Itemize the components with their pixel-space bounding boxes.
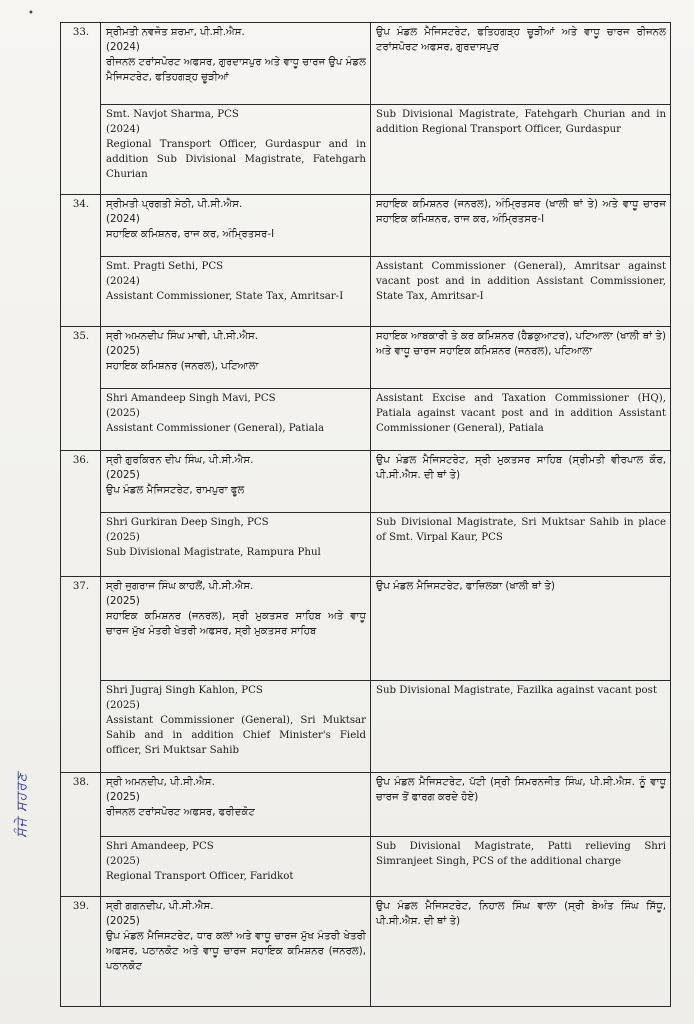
new-posting-punjabi: ਉਪ ਮੰਡਲ ਮੈਜਿਸਟਰੇਟ, ਨਿਹਾਲ ਸਿੰਘ ਵਾਲਾ (ਸ੍ਰੀ ਬੇਅੰਤ ਸਿੰਘ ਸਿੱਧੂ, ਪੀ.ਸੀ.ਐਸ. ਦੀ ਥਾਂ ਤੇ)	[371, 897, 671, 1007]
new-posting-english: Assistant Excise and Taxation Commissioner (HQ), Patiala against vacant post and in addition Assistant Commissioner (General), Patiala	[371, 389, 671, 451]
table-row	[61, 577, 671, 681]
table-row	[61, 327, 671, 389]
table-row	[61, 257, 671, 327]
table-row	[61, 513, 671, 577]
new-posting-english: Assistant Commissioner (General), Amritsar against vacant post and in addition Assistant Commissioner, State Tax, Amritsar-I	[371, 257, 671, 327]
batch-year: (2024)	[106, 214, 140, 225]
serial-number: 36.	[61, 451, 101, 577]
table-row	[61, 897, 671, 1007]
current-post: ਉਪ ਮੰਡਲ ਮੈਜਿਸਟਰੇਟ, ਧਾਰ ਕਲਾਂ ਅਤੇ ਵਾਧੂ ਚਾਰਜ ਮੁੱਖ ਮੰਤਰੀ ਖੇਤਰੀ ਅਫਸਰ, ਪਠਾਨਕੋਟ ਅਤੇ ਵਾਧੂ ਚਾਰਜ ਸਹਾਇਕ ਕਮਿਸ਼ਨਰ (ਜਨਰਲ), ਪਠਾਨਕੋਟ	[106, 931, 366, 972]
current-post: Assistant Commissioner (General), Patiala	[106, 423, 325, 434]
posting-orders-table	[60, 22, 671, 1007]
officer-name: ਸ੍ਰੀ ਗੁਰਕਿਰਨ ਦੀਪ ਸਿੰਘ, ਪੀ.ਸੀ.ਐਸ.	[106, 455, 254, 466]
officer-name: Smt. Navjot Sharma, PCS	[106, 109, 239, 120]
new-posting-english: Sub Divisional Magistrate, Fatehgarh Churian and in addition Regional Transport Officer, Gurdaspur	[371, 105, 671, 195]
serial-number: 38.	[61, 773, 101, 897]
batch-year: (2025)	[106, 916, 140, 927]
current-post: Sub Divisional Magistrate, Rampura Phul	[106, 547, 321, 558]
table-row	[61, 681, 671, 773]
table-row	[61, 389, 671, 451]
batch-year: (2024)	[106, 124, 140, 135]
table-row	[61, 773, 671, 837]
corner-mark: •	[28, 8, 34, 19]
officer-current-punjabi	[101, 23, 371, 105]
batch-year: (2025)	[106, 470, 140, 481]
batch-year: (2025)	[106, 596, 140, 607]
officer-current-english	[101, 837, 371, 897]
new-posting-punjabi: ਸਹਾਇਕ ਆਬਕਾਰੀ ਤੇ ਕਰ ਕਮਿਸ਼ਨਰ (ਹੈਡਕੁਆਟਰ), ਪਟਿਆਲਾ (ਖਾਲੀ ਥਾਂ ਤੇ) ਅਤੇ ਵਾਧੂ ਚਾਰਜ ਸਹਾਇਕ ਕਮਿਸ਼ਨਰ (ਜਨਰਲ), ਪਟਿਆਲਾ	[371, 327, 671, 389]
officer-current-english	[101, 257, 371, 327]
current-post: ਸਹਾਇਕ ਕਮਿਸ਼ਨਰ, ਰਾਜ ਕਰ, ਅੰਮ੍ਰਿਤਸਰ-I	[106, 229, 275, 240]
officer-current-punjabi	[101, 577, 371, 681]
batch-year: (2025)	[106, 792, 140, 803]
officer-name: ਸ੍ਰੀ ਗਗਨਦੀਪ, ਪੀ.ਸੀ.ਐਸ.	[106, 901, 214, 912]
batch-year: (2025)	[106, 408, 140, 419]
officer-name: ਸ੍ਰੀ ਜੁਗਰਾਜ ਸਿੰਘ ਕਾਹਲੋਂ, ਪੀ.ਸੀ.ਐਸ.	[106, 581, 254, 592]
new-posting-punjabi: ਉਪ ਮੰਡਲ ਮੈਜਿਸਟਰੇਟ, ਫਤਿਹਗੜ੍ਹ ਚੂੜੀਆਂ ਅਤੇ ਵਾਧੂ ਚਾਰਜ ਰੀਜਨਲ ਟਰਾਂਸਪੋਰਟ ਅਫਸਰ, ਗੁਰਦਾਸਪੁਰ	[371, 23, 671, 105]
serial-number: 39.	[61, 897, 101, 1007]
new-posting-punjabi: ਸਹਾਇਕ ਕਮਿਸ਼ਨਰ (ਜਨਰਲ), ਅੰਮ੍ਰਿਤਸਰ (ਖਾਲੀ ਥਾਂ ਤੇ) ਅਤੇ ਵਾਧੂ ਚਾਰਜ ਸਹਾਇਕ ਕਮਿਸ਼ਨਰ, ਰਾਜ ਕਰ, ਅੰਮ੍ਰਿਤਸਰ-I	[371, 195, 671, 257]
officer-name: Shri Jugraj Singh Kahlon, PCS	[106, 685, 263, 696]
current-post: ਸਹਾਇਕ ਕਮਿਸ਼ਨਰ (ਜਨਰਲ), ਸ੍ਰੀ ਮੁਕਤਸਰ ਸਾਹਿਬ ਅਤੇ ਵਾਧੂ ਚਾਰਜ ਮੁੱਖ ਮੰਤਰੀ ਖੇਤਰੀ ਅਫਸਰ, ਸ੍ਰੀ ਮੁਕਤਸਰ ਸਾਹਿਬ	[106, 611, 366, 637]
officer-current-punjabi	[101, 327, 371, 389]
current-post: ਸਹਾਇਕ ਕਮਿਸ਼ਨਰ (ਜਨਰਲ), ਪਟਿਆਲਾ	[106, 361, 259, 372]
officer-name: Shri Gurkiran Deep Singh, PCS	[106, 517, 269, 528]
margin-signature-text: ਸੰਜੇ ਸਹਰਣ	[14, 772, 31, 838]
table-row	[61, 195, 671, 257]
table-row	[61, 23, 671, 105]
batch-year: (2024)	[106, 276, 140, 287]
officer-current-english	[101, 105, 371, 195]
serial-number: 35.	[61, 327, 101, 451]
new-posting-english: Sub Divisional Magistrate, Fazilka against vacant post	[371, 681, 671, 773]
current-post: Regional Transport Officer, Gurdaspur and in addition Sub Divisional Magistrate, Fatehgarh Churian	[106, 139, 366, 180]
officer-current-punjabi	[101, 195, 371, 257]
officer-name: ਸ੍ਰੀ ਅਮਨਦੀਪ, ਪੀ.ਸੀ.ਐਸ.	[106, 777, 215, 788]
officer-current-punjabi	[101, 451, 371, 513]
officer-current-english	[101, 513, 371, 577]
table-row	[61, 837, 671, 897]
officer-current-english	[101, 389, 371, 451]
officer-name: ਸ੍ਰੀ ਅਮਨਦੀਪ ਸਿੰਘ ਮਾਵੀ, ਪੀ.ਸੀ.ਐਸ.	[106, 331, 258, 342]
officer-name: ਸ੍ਰੀਮਤੀ ਪ੍ਰਗਤੀ ਸੇਠੀ, ਪੀ.ਸੀ.ਐਸ.	[106, 199, 243, 210]
officer-current-punjabi	[101, 773, 371, 837]
batch-year: (2025)	[106, 856, 140, 867]
new-posting-english: Sub Divisional Magistrate, Sri Muktsar Sahib in place of Smt. Virpal Kaur, PCS	[371, 513, 671, 577]
officer-current-punjabi	[101, 897, 371, 1007]
new-posting-punjabi: ਉਪ ਮੰਡਲ ਮੈਜਿਸਟਰੇਟ, ਸ੍ਰੀ ਮੁਕਤਸਰ ਸਾਹਿਬ (ਸ੍ਰੀਮਤੀ ਵੀਰਪਾਲ ਕੌਰ, ਪੀ.ਸੀ.ਐਸ. ਦੀ ਥਾਂ ਤੇ)	[371, 451, 671, 513]
current-post: ਉਪ ਮੰਡਲ ਮੈਜਿਸਟਰੇਟ, ਰਾਮਪੁਰਾ ਫੂਲ	[106, 485, 245, 496]
new-posting-english: Sub Divisional Magistrate, Patti relieving Shri Simranjeet Singh, PCS of the additional charge	[371, 837, 671, 897]
table-row	[61, 451, 671, 513]
officer-name: Shri Amandeep, PCS	[106, 841, 214, 852]
batch-year: (2025)	[106, 532, 140, 543]
batch-year: (2024)	[106, 42, 140, 53]
officer-current-english	[101, 681, 371, 773]
officer-name: ਸ੍ਰੀਮਤੀ ਨਵਜੋਤ ਸ਼ਰਮਾ, ਪੀ.ਸੀ.ਐਸ.	[106, 27, 245, 38]
batch-year: (2025)	[106, 700, 140, 711]
current-post: Assistant Commissioner (General), Sri Muktsar Sahib and in addition Chief Minister's Field officer, Sri Muktsar Sahib	[106, 715, 366, 756]
officer-name: Shri Amandeep Singh Mavi, PCS	[106, 393, 276, 404]
new-posting-punjabi: ਉਪ ਮੰਡਲ ਮੈਜਿਸਟਰੇਟ, ਪੱਟੀ (ਸ੍ਰੀ ਸਿਮਰਨਜੀਤ ਸਿੰਘ, ਪੀ.ਸੀ.ਐਸ. ਨੂੰ ਵਾਧੂ ਚਾਰਜ ਤੋਂ ਫਾਰਗ ਕਰਦੇ ਹੋਏ)	[371, 773, 671, 837]
current-post: ਰੀਜਨਲ ਟਰਾਂਸਪੋਰਟ ਅਫਸਰ, ਫਰੀਦਕੋਟ	[106, 807, 255, 818]
table-row	[61, 105, 671, 195]
serial-number: 34.	[61, 195, 101, 327]
batch-year: (2025)	[106, 346, 140, 357]
current-post: ਰੀਜਨਲ ਟਰਾਂਸਪੋਰਟ ਅਫਸਰ, ਗੁਰਦਾਸਪੁਰ ਅਤੇ ਵਾਧੂ ਚਾਰਜ ਉਪ ਮੰਡਲ ਮੈਜਿਸਟਰੇਟ, ਫਤਿਹਗੜ੍ਹ ਚੂੜੀਆਂ	[106, 57, 366, 83]
officer-name: Smt. Pragti Sethi, PCS	[106, 261, 224, 272]
current-post: Regional Transport Officer, Faridkot	[106, 871, 294, 882]
margin-signature	[2, 740, 42, 870]
new-posting-punjabi: ਉਪ ਮੰਡਲ ਮੈਜਿਸਟਰੇਟ, ਫਾਜ਼ਿਲਕਾ (ਖਾਲੀ ਥਾਂ ਤੇ)	[371, 577, 671, 681]
serial-number: 33.	[61, 23, 101, 195]
serial-number: 37.	[61, 577, 101, 773]
current-post: Assistant Commissioner, State Tax, Amritsar-I	[106, 291, 344, 302]
